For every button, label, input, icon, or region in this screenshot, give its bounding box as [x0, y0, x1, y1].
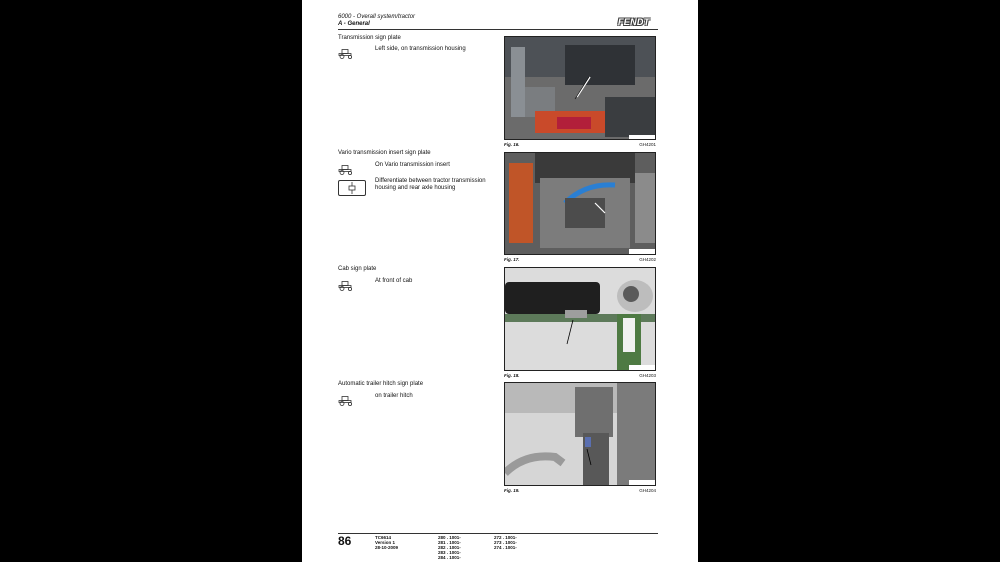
figure-caption	[504, 257, 656, 262]
section-title: Vario transmission insert sign plate	[338, 150, 431, 156]
section-text: On Vario transmission insert	[375, 162, 450, 168]
figure-caption	[504, 142, 656, 147]
section-text: Left side, on transmission housing	[375, 46, 466, 52]
image-code: GH4203	[639, 373, 656, 378]
section-text: Differentiate between tractor transmission housing and rear axle housing	[375, 178, 486, 191]
image-code: GH4202	[639, 257, 656, 262]
model-range: 283 . 1001-	[438, 550, 461, 555]
image-code: GH4201	[639, 142, 656, 147]
section-title: Automatic trailer hitch sign plate	[338, 381, 424, 387]
transmission-photo	[504, 36, 656, 140]
tractor-icon	[338, 281, 354, 291]
section-title: Cab sign plate	[338, 266, 377, 272]
model-range: 280 . 1001-	[438, 535, 461, 540]
header-divider	[338, 29, 658, 30]
footer-doc-info	[375, 535, 398, 550]
page-number: 86	[338, 534, 352, 548]
footer-divider	[338, 533, 658, 534]
section-text: on trailer hitch	[375, 393, 413, 399]
fendt-logo: FENDT	[618, 17, 650, 27]
model-range: 281 . 1001-	[438, 540, 461, 545]
page-header	[338, 14, 658, 28]
doc-id: TC6614	[375, 535, 392, 540]
section-title: Transmission sign plate	[338, 35, 401, 41]
footer-models-col2	[494, 535, 517, 550]
figure-label: Fig. 17.	[504, 257, 520, 262]
image-code: GH4204	[639, 488, 656, 493]
figure-label: Fig. 19.	[504, 488, 520, 493]
header-section: A - General	[338, 21, 370, 27]
vario-insert-photo	[504, 152, 656, 255]
tractor-icon	[338, 165, 354, 175]
header-chapter: 6000 - Overall system/tractor	[338, 14, 416, 20]
tractor-icon	[338, 49, 354, 59]
model-range: 273 . 1001-	[494, 540, 517, 545]
cab-photo	[504, 267, 656, 371]
figure-caption	[504, 488, 656, 493]
doc-version: Version 1	[375, 540, 396, 545]
figure-label: Fig. 16.	[504, 142, 520, 147]
info-box-icon	[338, 180, 366, 196]
tractor-icon	[338, 396, 354, 406]
section-text: At front of cab	[375, 278, 413, 284]
figure-label: Fig. 18.	[504, 373, 520, 378]
model-range: 284 . 1001-	[438, 555, 461, 560]
model-range: 274 . 1001-	[494, 545, 517, 550]
footer-models-col1	[438, 535, 461, 560]
model-range: 272 . 1001-	[494, 535, 517, 540]
figure-caption	[504, 373, 656, 378]
trailer-hitch-photo	[504, 382, 656, 486]
model-range: 282 . 1001-	[438, 545, 461, 550]
doc-date: 28-10-2009	[375, 545, 399, 550]
manual-page	[302, 0, 698, 562]
